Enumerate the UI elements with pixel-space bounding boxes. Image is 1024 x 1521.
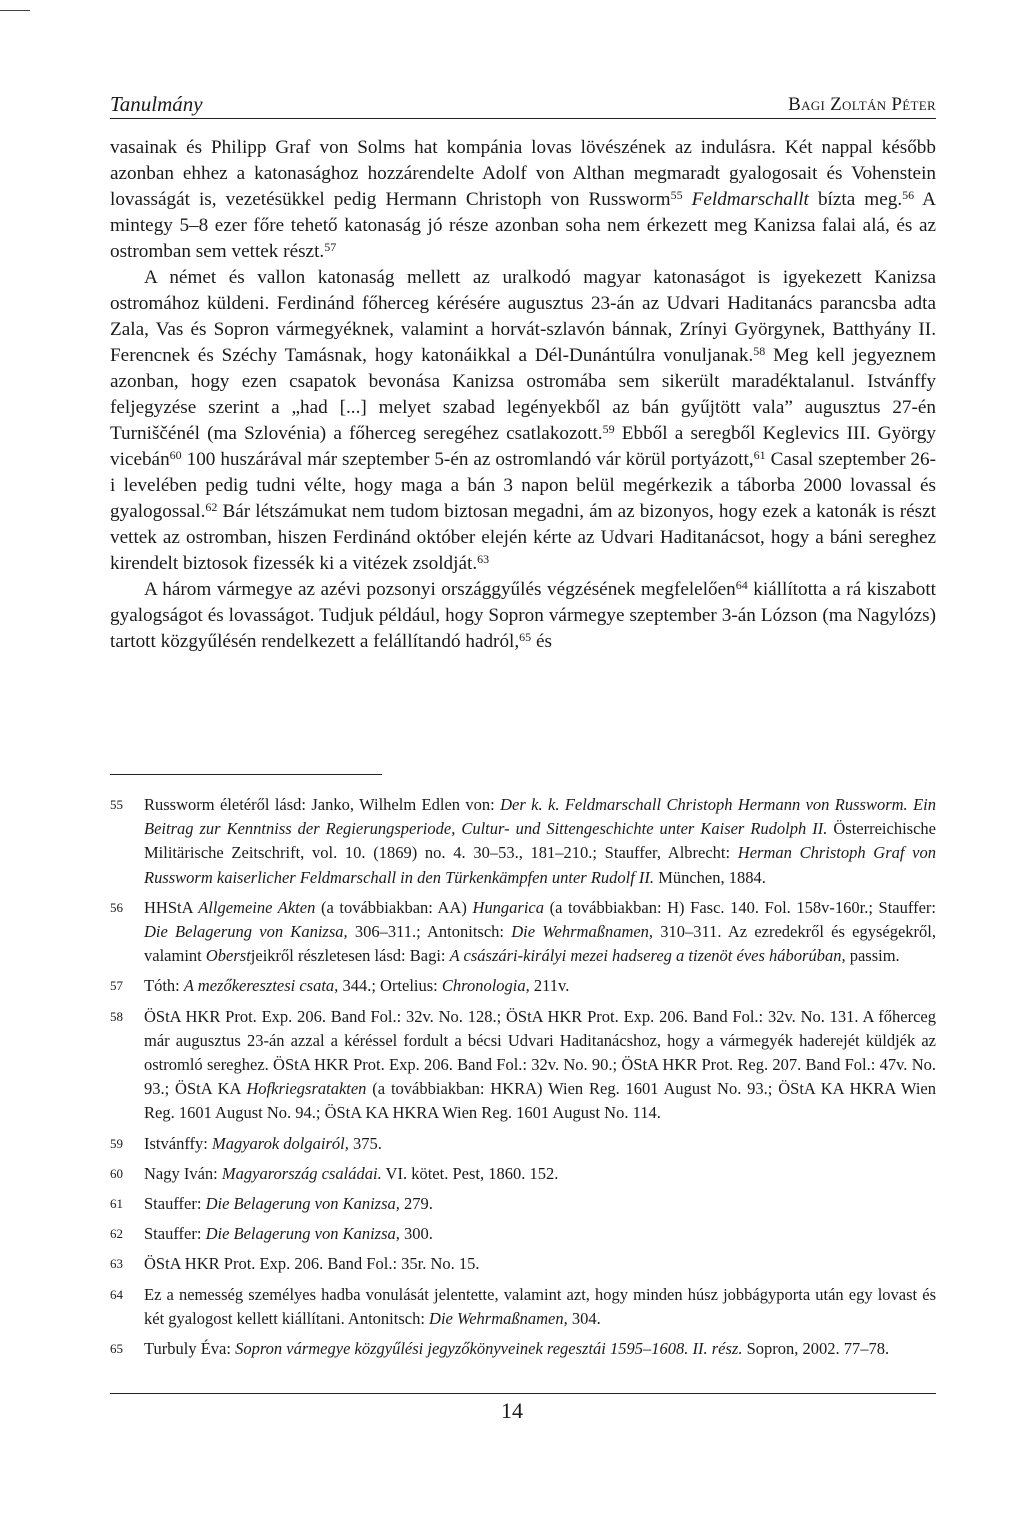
text-run: Oberst	[205, 946, 251, 966]
text-run: A német és vallon katonaság mellett az uralkodó magyar katonaságot is igyekezett Kanizsa ostromához küldeni. Ferdinánd főherceg kérésére augusztus 23-án az Udvari Haditanács parancsba adta Zala, Vas és Sopron vármegyéknek, valamint a horvát-szlavón bánnak, Zrínyi Györgynek, Batthyány II. Ferencnek és Széchy Tamásnak, hogy katonáikkal a Dél-Dunántúlra vonuljanak.	[110, 267, 936, 366]
footnote-ref[interactable]: 65	[519, 630, 532, 644]
text-run: Magyarország családai.	[221, 1163, 382, 1183]
text-run: 344.; Ortelius:	[338, 976, 442, 996]
text-run: Die Belagerung von Kanizsa,	[144, 922, 348, 942]
text-run: Ebből a seregből Keglevics III. György vicebán	[110, 423, 936, 470]
text-run: 100 huszárával már szeptember 5-én az ostromlandó vár körül portyázott,	[181, 449, 754, 470]
text-run: Die Wehrmaßnamen,	[429, 1308, 568, 1328]
text-run: 211v.	[529, 976, 570, 996]
author-name: Bagi Zoltán Péter	[788, 94, 936, 115]
text-run: Istvánffy:	[144, 1133, 212, 1153]
footnote-number: 64	[110, 1286, 123, 1302]
footnote-59	[110, 1132, 936, 1156]
footnote-separator	[110, 774, 382, 775]
text-run: Die Wehrmaßnamen,	[511, 922, 654, 942]
running-header	[110, 88, 936, 119]
text-run: és	[531, 631, 552, 652]
text-run: ÖStA HKR Prot. Exp. 206. Band Fol.: 35r. No. 15.	[144, 1254, 480, 1274]
text-run: (a továbbiakban: HKRA) Wien Reg. 1601 August No. 93.; ÖStA KA HKRA Wien Reg. 1601 August No. 94.; ÖStA KA HKRA Wien Reg. 1601 August No. 114.	[144, 1079, 937, 1123]
text-run: Stauffer:	[144, 1224, 206, 1244]
text-run: Allgemeine Akten	[198, 897, 316, 917]
text-run: Österreichische Militärische Zeitschrift, vol. 10. (1869) no. 4. 30–53., 181–210.; Stauffer, Albrecht:	[144, 819, 936, 863]
text-run: HHStA	[144, 897, 199, 917]
text-run: 304.	[567, 1308, 601, 1328]
text-run: Meg kell jegyeznem azonban, hogy ezen csapatok bevonása Kanizsa ostromába sem sikerült maradéktalanul. Istvánffy feljegyzése szerint a „had [...] melyet szabad legényekből az bán gyűjtött vala” augusztus 27-én Turniščénél (ma Szlovénia) a főherceg seregéhez csatlakozott.	[110, 345, 937, 444]
text-run: Hofkriegsratakten	[246, 1079, 367, 1099]
main-text	[110, 135, 936, 655]
text-run: Magyarok dolgairól,	[211, 1133, 349, 1153]
footnote-ref[interactable]: 56	[902, 188, 915, 202]
paragraph	[110, 265, 936, 577]
footnote-63	[110, 1252, 936, 1276]
text-run: 306–311.; Antonitsch:	[347, 922, 512, 942]
text-run: 375.	[348, 1133, 382, 1153]
footnote-ref[interactable]: 60	[169, 448, 182, 462]
text-run: 310–311. Az ezredekről és egységekről, valamint	[144, 922, 937, 966]
text-run: Chronologia,	[441, 976, 530, 996]
text-run: jeikről részletesen lásd: Bagi:	[250, 946, 450, 966]
text-run: passim.	[845, 946, 900, 966]
paragraph	[110, 577, 936, 655]
text-run: Herman Christoph Graf von Russworm kaiserlicher Feldmarschall in den Türkenkämpfen unter Rudolf II.	[144, 843, 936, 887]
footnote-number: 57	[110, 978, 123, 994]
footnote-number: 63	[110, 1256, 123, 1272]
text-run: A három vármegye az azévi pozsonyi országgyűlés végzésének megfelelően	[144, 579, 736, 600]
text-run: (a továbbiakban: AA)	[315, 897, 473, 917]
text-run: München, 1884.	[654, 867, 766, 887]
footnote-55	[110, 793, 936, 890]
footnote-number: 65	[110, 1341, 123, 1357]
footnotes	[110, 793, 936, 1367]
text-run: vasainak és Philipp Graf von Solms hat kompánia lovas lövészének az indulásra. Két nappal később azonban ehhez a katonasághoz hozzárendelte Adolf von Althan megmaradt gyalogosait és Vohenstein lovasságát is, vezetésükkel pedig Hermann Christoph von Russworm	[110, 137, 936, 210]
text-run: Sopron, 2002. 77–78.	[742, 1339, 890, 1359]
footnote-ref[interactable]: 64	[735, 578, 748, 592]
text-run: Die Belagerung von Kanizsa,	[205, 1194, 400, 1214]
text-run: A mintegy 5–8 ezer főre tehető katonaság jó része azonban soha nem érkezett meg Kanizsa falai alá, és az ostromban sem vettek részt.	[110, 189, 936, 262]
text-run: Turbuly Éva:	[144, 1339, 236, 1359]
footer-rule	[110, 1393, 936, 1394]
text-run: A császári-királyi mezei hadsereg a tizenöt éves háborúban,	[449, 946, 846, 966]
text-run: Feldmarschallt	[691, 189, 809, 210]
text-run: Der k. k. Feldmarschall Christoph Hermann von Russworm. Ein Beitrag zur Kenntniss der Regierungsperiode, Cultur- und Sittengeschichte unter Kaiser Rudolph II.	[144, 795, 936, 839]
text-run: (a továbbiakban: H) Fasc. 140. Fol. 158v-160r.; Stauffer:	[544, 897, 936, 917]
text-run: Hungarica	[472, 897, 544, 917]
footnote-56	[110, 896, 936, 969]
text-run: A mezőkeresztesi csata,	[183, 976, 339, 996]
footnote-60	[110, 1162, 936, 1186]
text-run: Tóth:	[144, 976, 184, 996]
footnote-62	[110, 1222, 936, 1246]
section-label: Tanulmány	[110, 92, 203, 116]
text-run: Casal szeptember 26-i levelében pedig tudni vélte, hogy maga a bán 3 napon belül megérkezik a táborba 2000 lovassal és gyalogossal.	[110, 449, 937, 522]
footnote-number: 55	[110, 797, 123, 812]
text-run: Russworm életéről lásd: Janko, Wilhelm Edlen von:	[144, 795, 501, 814]
text-run: Ez a nemesség személyes hadba vonulását jelentette, valamint azt, hogy minden húsz jobbágyporta után egy lovast és két gyalogost kellett kiállítani. Antonitsch:	[144, 1284, 936, 1328]
text-run: bízta meg.	[808, 189, 903, 210]
footnote-57	[110, 974, 936, 998]
text-run: Nagy Iván:	[144, 1163, 222, 1183]
text-run: 300.	[399, 1224, 433, 1244]
text-run: VI. kötet. Pest, 1860. 152.	[381, 1163, 559, 1183]
footnote-ref[interactable]: 58	[753, 344, 766, 358]
footnote-number: 60	[110, 1165, 123, 1181]
footnote-number: 56	[110, 899, 123, 915]
footnote-ref[interactable]: 63	[477, 552, 490, 566]
top-corner-rule	[0, 10, 30, 11]
footnote-58	[110, 1005, 936, 1126]
footnote-64	[110, 1283, 936, 1331]
footnote-number: 59	[110, 1135, 123, 1151]
footnote-ref[interactable]: 55	[670, 188, 683, 202]
text-run: Sopron vármegye közgyűlési jegyzőkönyveinek regesztái 1595–1608. II. rész.	[235, 1339, 743, 1359]
text-run: 279.	[399, 1194, 433, 1214]
footnote-ref[interactable]: 57	[324, 240, 337, 254]
text-run: kiállította a rá kiszabott gyalogságot és lovasságot. Tudjuk például, hogy Sopron vármegye szeptember 3-án Lózson (ma Nagylózs) tartott közgyűlésén rendelkezett a felállítandó hadról,	[110, 579, 936, 652]
footnote-number: 61	[110, 1196, 123, 1212]
footnote-61	[110, 1192, 936, 1216]
footnote-ref[interactable]: 61	[753, 448, 766, 462]
footnote-ref[interactable]: 62	[205, 500, 218, 514]
footnote-number: 58	[110, 1008, 123, 1024]
page-number: 14	[501, 1398, 523, 1423]
text-run: Stauffer:	[144, 1194, 206, 1214]
text-run: Bár létszámukat nem tudom biztosan megadni, ám az bizonyos, hogy ezek a katonák is részt vettek az ostromban, hiszen Ferdinánd október elején kérte az Udvari Haditanácsot, hogy a báni sereghez kirendelt biztosok fizessék ki a vitézek zsoldját.	[110, 501, 936, 574]
footnote-number: 62	[110, 1226, 123, 1242]
text-run: Die Belagerung von Kanizsa,	[205, 1224, 400, 1244]
paragraph	[110, 135, 936, 265]
text-run: ÖStA HKR Prot. Exp. 206. Band Fol.: 32v. No. 128.; ÖStA HKR Prot. Exp. 206. Band Fol.: 32v. No. 131. A főherceg már augusztus 23-án azzal a kéréssel fordult a bécsi Udvari Haditanácshoz, hogy a vármegyék haderejét küldjék az ostromló sereghez. ÖStA HKR Prot. Exp. 206. Band Fol.: 32v. No. 90.; ÖStA HKR Prot. Reg. 207. Band Fol.: 47v. No. 93.; ÖStA KA	[144, 1006, 936, 1099]
footnote-ref[interactable]: 59	[602, 422, 615, 436]
footnote-65	[110, 1337, 936, 1361]
